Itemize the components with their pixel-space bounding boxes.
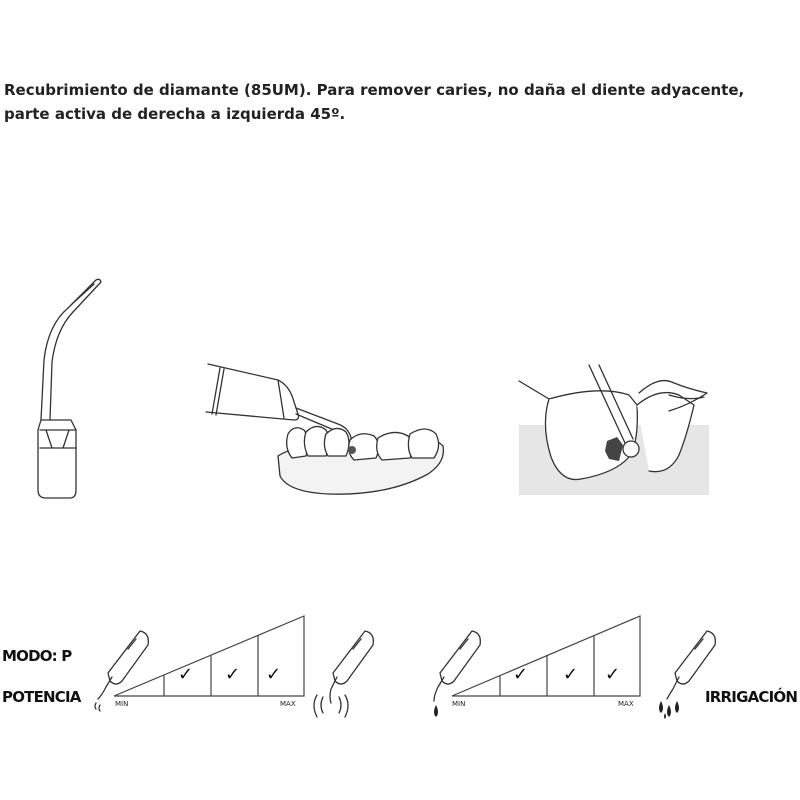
product-description [4,78,794,126]
irrigation-label: IRRIGACIÓN [705,688,798,706]
irrigation-scale-triangle [450,612,650,702]
power-scale-triangle [112,612,312,702]
description-line-1: Recubrimiento de diamante (85UM). Para remover caries, no daña el diente adyacente, [4,81,745,99]
power-max-label: MAX [280,700,296,708]
irrigation-min-label: MIN [452,700,466,708]
tooth-cavity-closeup-icon [519,365,709,495]
irrigation-check-2: ✓ [513,664,529,685]
power-label: POTENCIA [2,688,81,706]
ultrasonic-tip-icon [28,270,108,510]
power-check-2: ✓ [178,664,194,685]
power-handpiece-max-icon [305,625,385,720]
irrigation-check-4: ✓ [605,664,621,685]
mode-label: MODO: P [2,647,72,665]
irrigation-check-3: ✓ [563,664,579,685]
irrigation-handpiece-max-icon [645,625,725,720]
irrigation-max-label: MAX [618,700,634,708]
description-line-2: parte activa de derecha a izquierda 45º. [4,105,346,123]
handpiece-on-teeth-icon [198,358,448,503]
power-check-4: ✓ [266,664,282,685]
power-check-3: ✓ [225,664,241,685]
power-min-label: MIN [115,700,129,708]
